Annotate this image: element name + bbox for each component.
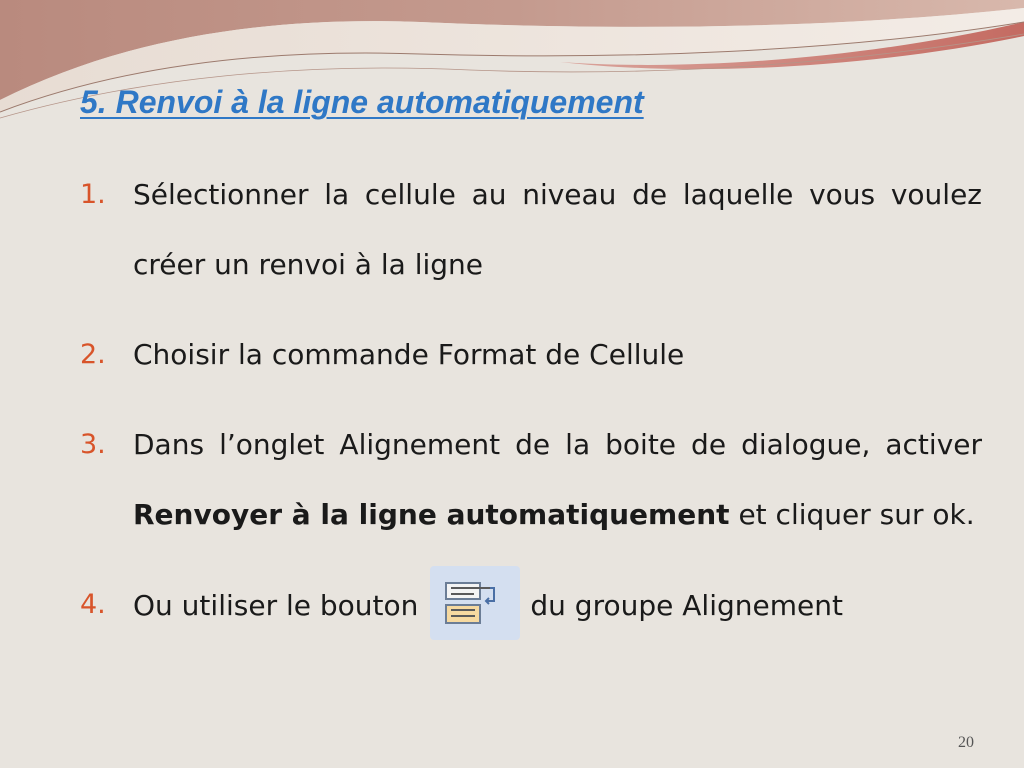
step-number: 1. <box>80 179 106 210</box>
step-number: 4. <box>80 589 106 620</box>
step-text: Ou utiliser le bouton <box>133 589 419 622</box>
step-number: 3. <box>80 429 106 460</box>
wrap-text-icon <box>444 579 506 629</box>
step-number: 2. <box>80 339 106 370</box>
step-text: Dans l’onglet Alignement de la boite de dialogue, activer <box>133 428 982 461</box>
step-text: Sélectionner la cellule au niveau de laquelle vous voulez créer un renvoi à la ligne <box>133 178 982 281</box>
step-text: et cliquer sur ok. <box>738 498 975 531</box>
slide-title: 5. Renvoi à la ligne automatiquement <box>80 84 644 120</box>
wrap-text-button[interactable] <box>430 566 520 640</box>
step-text: Choisir la commande Format de Cellule <box>133 338 685 371</box>
step-item-4 <box>80 570 982 644</box>
steps-list <box>80 160 982 664</box>
page-number: 20 <box>958 734 974 751</box>
step-item-3 <box>80 410 982 550</box>
step-item-2 <box>80 320 982 390</box>
step-text-bold-option: Renvoyer à la ligne automatiquement <box>133 498 730 531</box>
step-text: du groupe Alignement <box>530 589 843 622</box>
step-item-1 <box>80 160 982 300</box>
